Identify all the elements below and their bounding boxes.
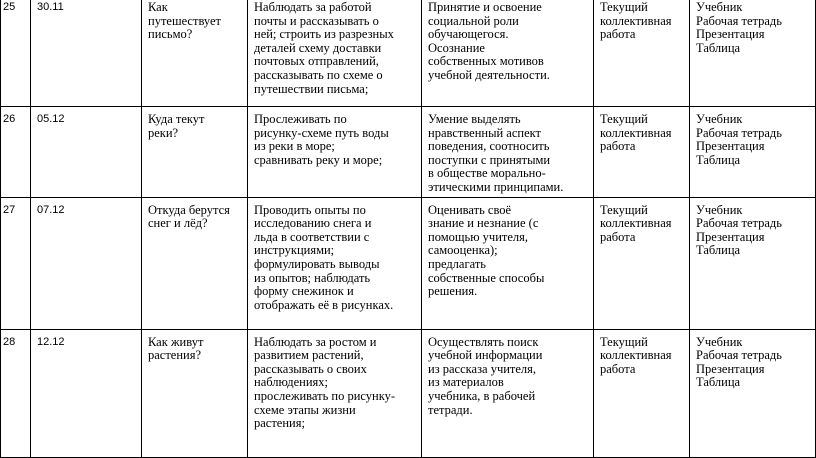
table-row	[1, 197, 816, 329]
lesson-results: Осуществлять поиск учебной информации из рассказа учителя, из материалов учебника, в рабочей тетради.	[422, 329, 594, 457]
lesson-materials: Учебник Рабочая тетрадь Презентация Таблица	[690, 0, 816, 107]
lesson-materials: Учебник Рабочая тетрадь Презентация Таблица	[690, 329, 816, 457]
lesson-activities: Проводить опыты по исследованию снега и льда в соответствии с инструкциями; формулировать выводы из опытов; наблюдать форму снежинок и отображать её в рисунках.	[248, 197, 422, 329]
lesson-materials: Учебник Рабочая тетрадь Презентация Таблица	[690, 107, 816, 198]
lesson-control: Текущий коллективная работа	[594, 0, 690, 107]
lesson-activities: Прослеживать по рисунку-схеме путь воды из реки в море; сравнивать реку и море;	[248, 107, 422, 198]
lesson-control: Текущий коллективная работа	[594, 329, 690, 457]
table-row	[1, 107, 816, 198]
lesson-materials: Учебник Рабочая тетрадь Презентация Таблица	[690, 197, 816, 329]
table-row	[1, 329, 816, 457]
lesson-topic: Откуда берутся снег и лёд?	[142, 197, 248, 329]
lesson-control: Текущий коллективная работа	[594, 107, 690, 198]
lesson-number: 26	[1, 107, 31, 198]
lesson-date: 07.12	[31, 197, 142, 329]
lesson-date: 05.12	[31, 107, 142, 198]
lesson-number: 27	[1, 197, 31, 329]
lesson-date: 12.12	[31, 329, 142, 457]
lesson-results: Принятие и освоение социальной роли обучающегося. Осознание собственных мотивов учебной деятельности.	[422, 0, 594, 107]
lesson-number: 25	[1, 0, 31, 107]
lesson-activities: Наблюдать за ростом и развитием растений, рассказывать о своих наблюдениях; прослеживать по рисунку- схеме этапы жизни растения;	[248, 329, 422, 457]
lesson-activities: Наблюдать за работой почты и рассказывать о ней; строить из разрезных деталей схему доставки почтовых отправлений, рассказывать по схеме о путешествии письма;	[248, 0, 422, 107]
lesson-results: Оценивать своё знание и незнание (с помощью учителя, самооценка); предлагать собственные способы решения.	[422, 197, 594, 329]
lesson-topic: Как живут растения?	[142, 329, 248, 457]
lesson-control: Текущий коллективная работа	[594, 197, 690, 329]
lesson-topic: Как путешествует письмо?	[142, 0, 248, 107]
lesson-number: 28	[1, 329, 31, 457]
lesson-date: 30.11	[31, 0, 142, 107]
lesson-topic: Куда текут реки?	[142, 107, 248, 198]
table-row	[1, 0, 816, 107]
lesson-results: Умение выделять нравственный аспект поведения, соотносить поступки с принятыми в обществе морально- этическими принципами.	[422, 107, 594, 198]
